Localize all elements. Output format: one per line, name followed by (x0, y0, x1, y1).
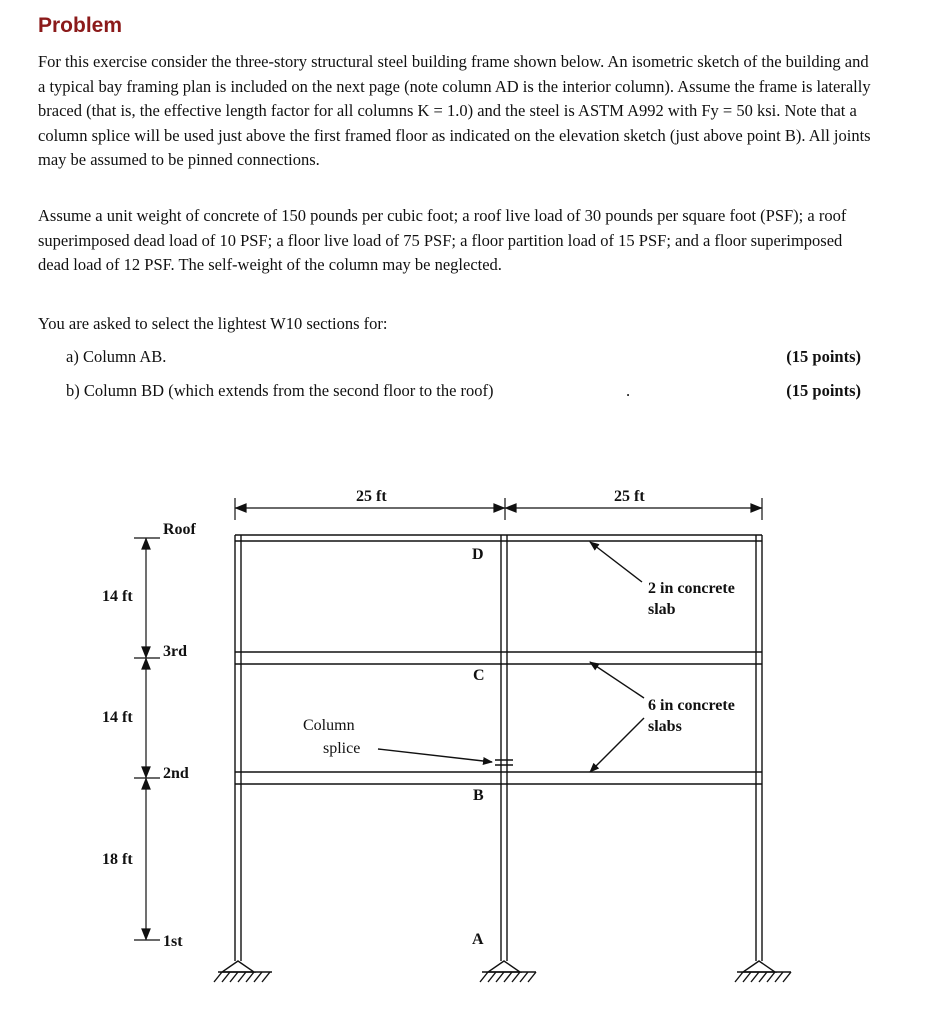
support-middle-hatch-5 (512, 972, 520, 982)
arrow-third-up (142, 647, 150, 657)
roof-slab-arrow (590, 542, 642, 582)
span-right-label: 25 ft (614, 488, 645, 505)
support-right-hatch-1 (735, 972, 743, 982)
support-middle-hatch-2 (488, 972, 496, 982)
span-dimension (235, 498, 762, 520)
level-second-label: 2nd (163, 765, 189, 782)
arrow-second-up (142, 767, 150, 777)
support-right (735, 961, 791, 982)
support-left-hatch-7 (262, 972, 270, 982)
support-middle-hatch-4 (504, 972, 512, 982)
support-right-hatch-2 (743, 972, 751, 982)
support-right-hatch-5 (767, 972, 775, 982)
problem-paragraph-1: For this exercise consider the three-story structural steel building frame shown below. An isometric sketch of the building and a typical bay framing plan is included on the next page (note column AD is the interior column). Assume the frame is laterally braced (that is, the effective length factor for all columns K = 1.0) and the steel is ASTM A992 with Fy = 50 ksi. Note that a column splice will be used just above the first framed floor as indicated on the elevation sketch (just above point B). All joints may be assumed to be pinned connections. (38, 52, 871, 169)
question-a-text: a) Column AB. (66, 347, 167, 366)
arrow-second-down (142, 779, 150, 789)
point-c-label: C (473, 667, 485, 684)
support-left-hatch-6 (254, 972, 262, 982)
question-b-points: (15 points) (786, 381, 861, 400)
height-dimension (134, 538, 160, 940)
problem-heading: Problem (38, 14, 123, 37)
support-right-hatch-4 (759, 972, 767, 982)
floor-slab-note-line2: slabs (648, 718, 682, 735)
support-middle-hatch-6 (520, 972, 528, 982)
level-third-label: 3rd (163, 643, 187, 660)
column-splice-mark (495, 760, 513, 765)
height-label-bottom: 18 ft (102, 851, 133, 868)
support-left (214, 961, 272, 982)
support-right-hatch-6 (775, 972, 783, 982)
span-arrow-mid-right (506, 504, 516, 512)
splice-note-line1: Column (303, 717, 355, 734)
roof-slab-note-line1: 2 in concrete (648, 580, 735, 597)
support-middle-triangle (488, 961, 520, 972)
question-a-points: (15 points) (786, 347, 861, 366)
support-middle (480, 961, 536, 982)
support-middle-hatch-3 (496, 972, 504, 982)
point-b-label: B (473, 787, 484, 804)
splice-note-line2: splice (323, 740, 361, 757)
support-left-hatch-2 (222, 972, 230, 982)
support-middle-hatch-7 (528, 972, 536, 982)
question-b-text: b) Column BD (which extends from the second floor to the roof) (66, 381, 494, 400)
height-label-top: 14 ft (102, 588, 133, 605)
floor-slab-arrow-lower (590, 718, 644, 772)
problem-paragraph-2: Assume a unit weight of concrete of 150 pounds per cubic foot; a roof live load of 30 pounds per square foot (PSF); a roof superimposed dead load of 10 PSF; a floor live load of 75 PSF; a floor partition load of 15 PSF; and a floor superimposed dead load of 12 PSF. The self-weight of the column may be neglected. (38, 206, 847, 274)
roof-slab-note-line2: slab (648, 601, 676, 618)
span-arrow-right (751, 504, 761, 512)
level-first-label: 1st (163, 933, 183, 950)
floor-slab-note-line1: 6 in concrete (648, 697, 735, 714)
span-arrow-left (236, 504, 246, 512)
height-label-middle: 14 ft (102, 709, 133, 726)
stray-dot: . (626, 381, 631, 400)
support-left-hatch-1 (214, 972, 222, 982)
support-left-hatch-3 (230, 972, 238, 982)
point-d-label: D (472, 546, 484, 563)
arrow-roof-down (142, 539, 150, 549)
span-left-label: 25 ft (356, 488, 387, 505)
support-left-hatch-5 (246, 972, 254, 982)
point-a-label: A (472, 931, 484, 948)
support-left-triangle (222, 961, 254, 972)
arrow-first-up (142, 929, 150, 939)
level-roof-label: Roof (163, 521, 196, 538)
splice-arrow (378, 749, 492, 762)
arrow-third-down (142, 659, 150, 669)
floor-slab-arrow-upper (590, 662, 644, 698)
support-right-triangle (743, 961, 775, 972)
support-middle-hatch-1 (480, 972, 488, 982)
frame-members (235, 535, 762, 961)
support-right-hatch-3 (751, 972, 759, 982)
span-arrow-mid-left (494, 504, 504, 512)
support-right-hatch-7 (783, 972, 791, 982)
support-left-hatch-4 (238, 972, 246, 982)
problem-paragraph-3: You are asked to select the lightest W10 sections for: (38, 314, 388, 333)
